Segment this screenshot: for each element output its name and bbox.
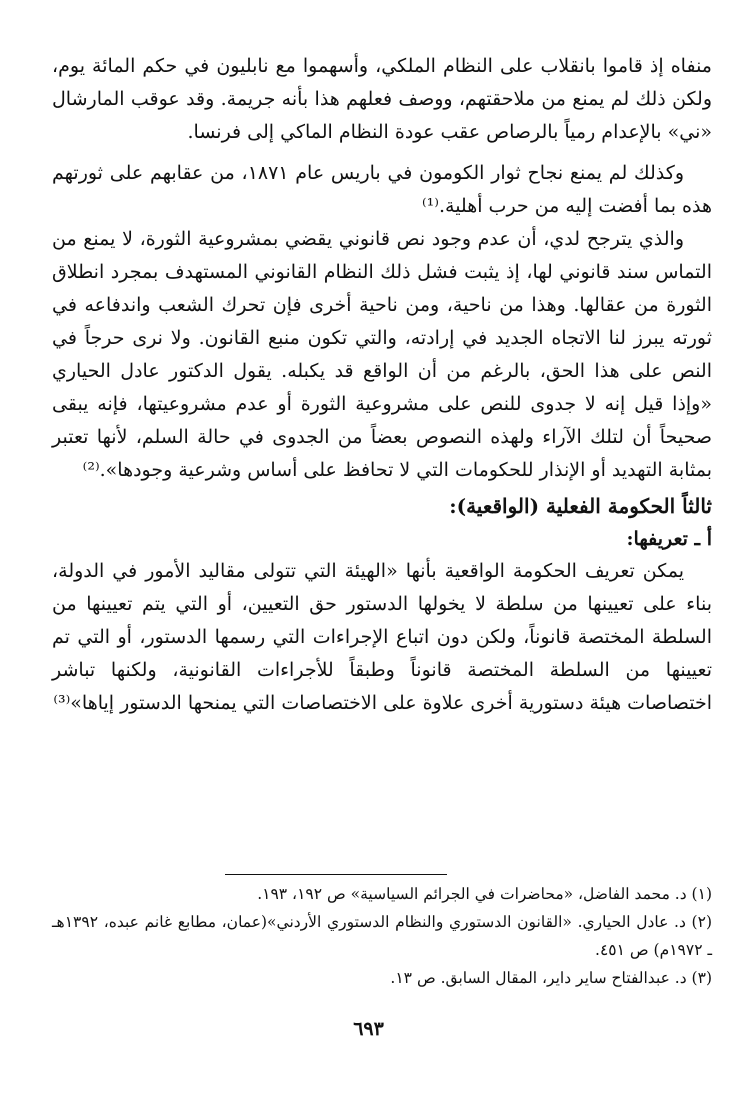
subsection-heading: أ ـ تعريفها:: [626, 528, 712, 550]
footnotes: [52, 880, 712, 992]
page-number: ٦٩٣: [353, 1018, 384, 1040]
footnote-2: (٢) د. عادل الحياري. «القانون الدستوري والنظام الدستوري الأردني»(عمان، مطابع غانم عبده، ١٣٩٢هـ ـ ١٩٧٢م) ص ٤٥١.: [52, 913, 712, 959]
footnote-3: (٣) د. عبدالفتاح ساير داير، المقال السابق. ص ١٣.: [390, 969, 712, 987]
paragraph-1: منفاه إذ قاموا بانقلاب على النظام الملكي، وأسهموا مع نابليون في حكم المائة يوم، ولكن ذلك لم يمنع من ملاحقتهم، ووصف فعلهم هذا بأنه جريمة. وقد عوقب المارشال «ني» بالإعدام رمياً بالرصاص عقب عودة النظام الماكي إلى فرنسا.: [52, 55, 712, 143]
page-body: [52, 50, 712, 720]
paragraph-3: والذي يترجح لدي، أن عدم وجود نص قانوني يقضي بمشروعية الثورة، لا يمنع من التماس سند قانوني لها، إذ يثبت فشل ذلك النظام القانوني المستهدف بمجرد انطلاق الثورة من عقالها. وهذا من ناحية، ومن ناحية أخرى فإن تحرك الشعب واندفاعه في ثورته يبرز لنا الاتجاه الجديد في إرادته، والتي تكون منبع القانون. ولا نرى حرجاً في النص على هذا الحق، بالرغم من أن الواقع قد يكبله. يقول الدكتور عادل الحياري «وإذا قيل إنه لا جدوى للنص على مشروعية الثورة أو عدم مشروعيتها، فإنه يبقى صحيحاً أن لتلك الآراء ولهذه النصوص بعضاً من الجدوى في حالة السلم، لأنها تعتبر بمثابة التهديد أو الإنذار للحكومات التي لا تحافظ على أساس وشرعية وجودها».⁽²⁾: [52, 228, 713, 481]
footnote-separator: [225, 874, 447, 875]
paragraph-2: وكذلك لم يمنع نجاح ثوار الكومون في باريس عام ١٨٧١، من عقابهم على ثورتهم هذه بما أفضت إليه من حرب أهلية.⁽¹⁾: [52, 162, 712, 217]
footnote-1: (١) د. محمد الفاضل، «محاضرات في الجرائم السياسية» ص ١٩٢، ١٩٣.: [257, 885, 712, 903]
paragraph-4: يمكن تعريف الحكومة الواقعية بأنها «الهيئة التي تتولى مقاليد الأمور في الدولة، بناء على تعيينها من سلطة لا يخولها الدستور حق التعيين، أو التي يتم تعيينها من السلطة المختصة قانوناً، ولكن دون اتباع الإجراءات التي رسمها الدستور، أو التي تم تعيينها من السلطة المختصة قانوناً وطبقاً للأجراءات القانونية، ولكنها تباشر اختصاصات هيئة دستورية أخرى علاوة على الاختصاصات التي يمنحها الدستور إياها»⁽³⁾: [52, 560, 712, 714]
section-heading: ثالثاً الحكومة الفعلية (الواقعية):: [449, 494, 712, 518]
